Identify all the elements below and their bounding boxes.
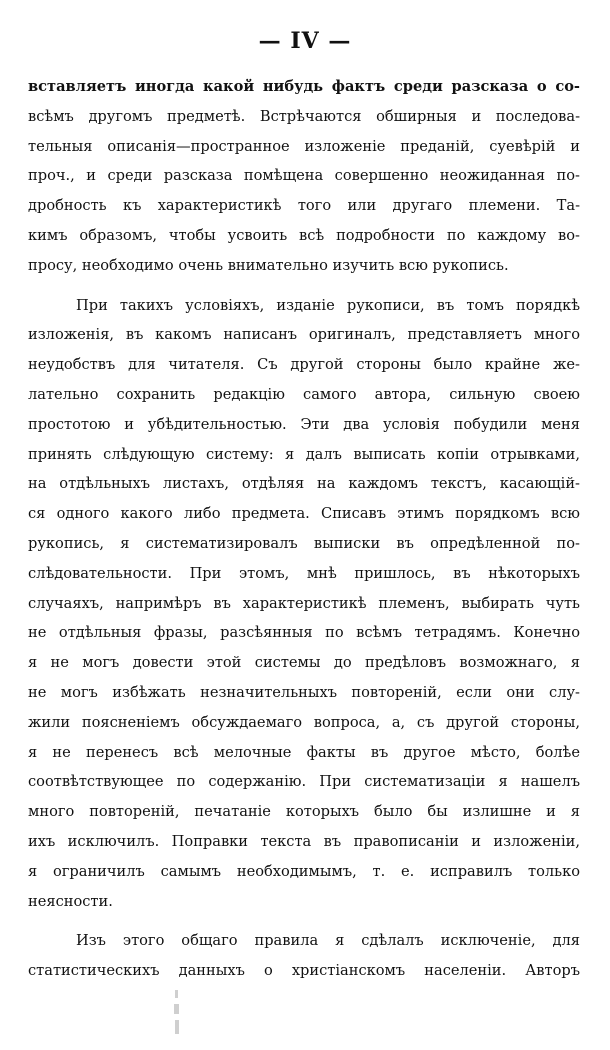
text-line: много повтореній, печатаніе которыхъ было бы излишне и я — [28, 803, 580, 821]
text-line: я не могъ довести этой системы до предѣловъ возможнаго, я — [28, 654, 580, 672]
text-line: я не перенесъ всѣ мелочные факты въ другое мѣсто, болѣе — [28, 743, 580, 761]
text-line: на отдѣльныхъ листахъ, отдѣляя на каждомъ текстъ, касающій- — [28, 475, 580, 493]
paragraph-gap — [28, 281, 580, 291]
text-line: проч., и среди разсказа помѣщена совершенно неожиданная по- — [28, 167, 580, 185]
text-line: ихъ исключилъ. Поправки текста въ правописаніи и изложеніи, — [28, 832, 580, 850]
text-line: При такихъ условіяхъ, изданіе рукописи, въ томъ порядкѣ — [76, 296, 580, 314]
text-line: статистическихъ данныхъ о христіанскомъ населеніи. Авторъ — [28, 962, 580, 980]
paragraph-gap — [28, 916, 580, 926]
text-line: всѣмъ другомъ предметѣ. Встрѣчаются обширныя и последова- — [28, 107, 580, 125]
text-line: ся одного какого либо предмета. Списавъ этимъ порядкомъ всю — [28, 505, 580, 523]
text-line: лательно сохранить редакцію самого автора, сильную своею — [28, 385, 580, 403]
paragraph-3 — [28, 926, 580, 986]
text-line: неудобствъ для читателя. Съ другой стороны было крайне же- — [28, 356, 580, 374]
text-line: Изъ этого общаго правила я сдѣлалъ исключеніе, для — [76, 932, 580, 950]
text-line: тельныя описанія—пространное изложеніе преданій, суевѣрій и — [28, 137, 580, 155]
text-line: жили поясненіемъ обсуждаемаго вопроса, а, съ другой стороны, — [28, 713, 580, 731]
text-line: рукопись, я систематизировалъ выписки въ опредѣленной по- — [28, 534, 580, 552]
text-line: случаяхъ, напримѣръ въ характеристикѣ племенъ, выбирать чуть — [28, 594, 580, 612]
paragraph-2 — [28, 291, 580, 917]
text-line: не могъ избѣжать незначительныхъ повтореній, если они слу- — [28, 683, 580, 701]
paragraph-1 — [28, 72, 580, 281]
text-line: неясности. — [28, 892, 113, 910]
body-text — [28, 72, 580, 986]
text-line: я ограничилъ самымъ необходимымъ, т. е. исправилъ только — [28, 862, 580, 880]
text-line: соотвѣтствующее по содержанію. При систематизаціи я нашелъ — [28, 773, 580, 791]
text-line: не отдѣльныя фразы, разсѣянныя по всѣмъ тетрадямъ. Конечно — [28, 624, 580, 642]
text-line: принять слѣдующую систему: я далъ выписать копіи отрывками, — [28, 445, 580, 463]
text-line: вставляетъ иногда какой нибудь фактъ среди разсказа о со- — [28, 78, 580, 95]
text-line: просу, необходимо очень внимательно изучить всю рукопись. — [28, 256, 509, 274]
text-line: кимъ образомъ, чтобы усвоить всѣ подробности по каждому во- — [28, 226, 580, 244]
text-line: слѣдовательности. При этомъ, мнѣ пришлось, въ нѣкоторыхъ — [28, 564, 580, 582]
page-number: — IV — — [258, 28, 352, 54]
scan-smudge-mark — [172, 990, 186, 1036]
text-line: простотою и убѣдительностью. Эти два условія побудили меня — [28, 415, 580, 433]
text-line: изложенія, въ какомъ написанъ оригиналъ, представляетъ много — [28, 326, 580, 344]
text-line: дробность къ характеристикѣ того или другаго племени. Та- — [28, 197, 580, 215]
